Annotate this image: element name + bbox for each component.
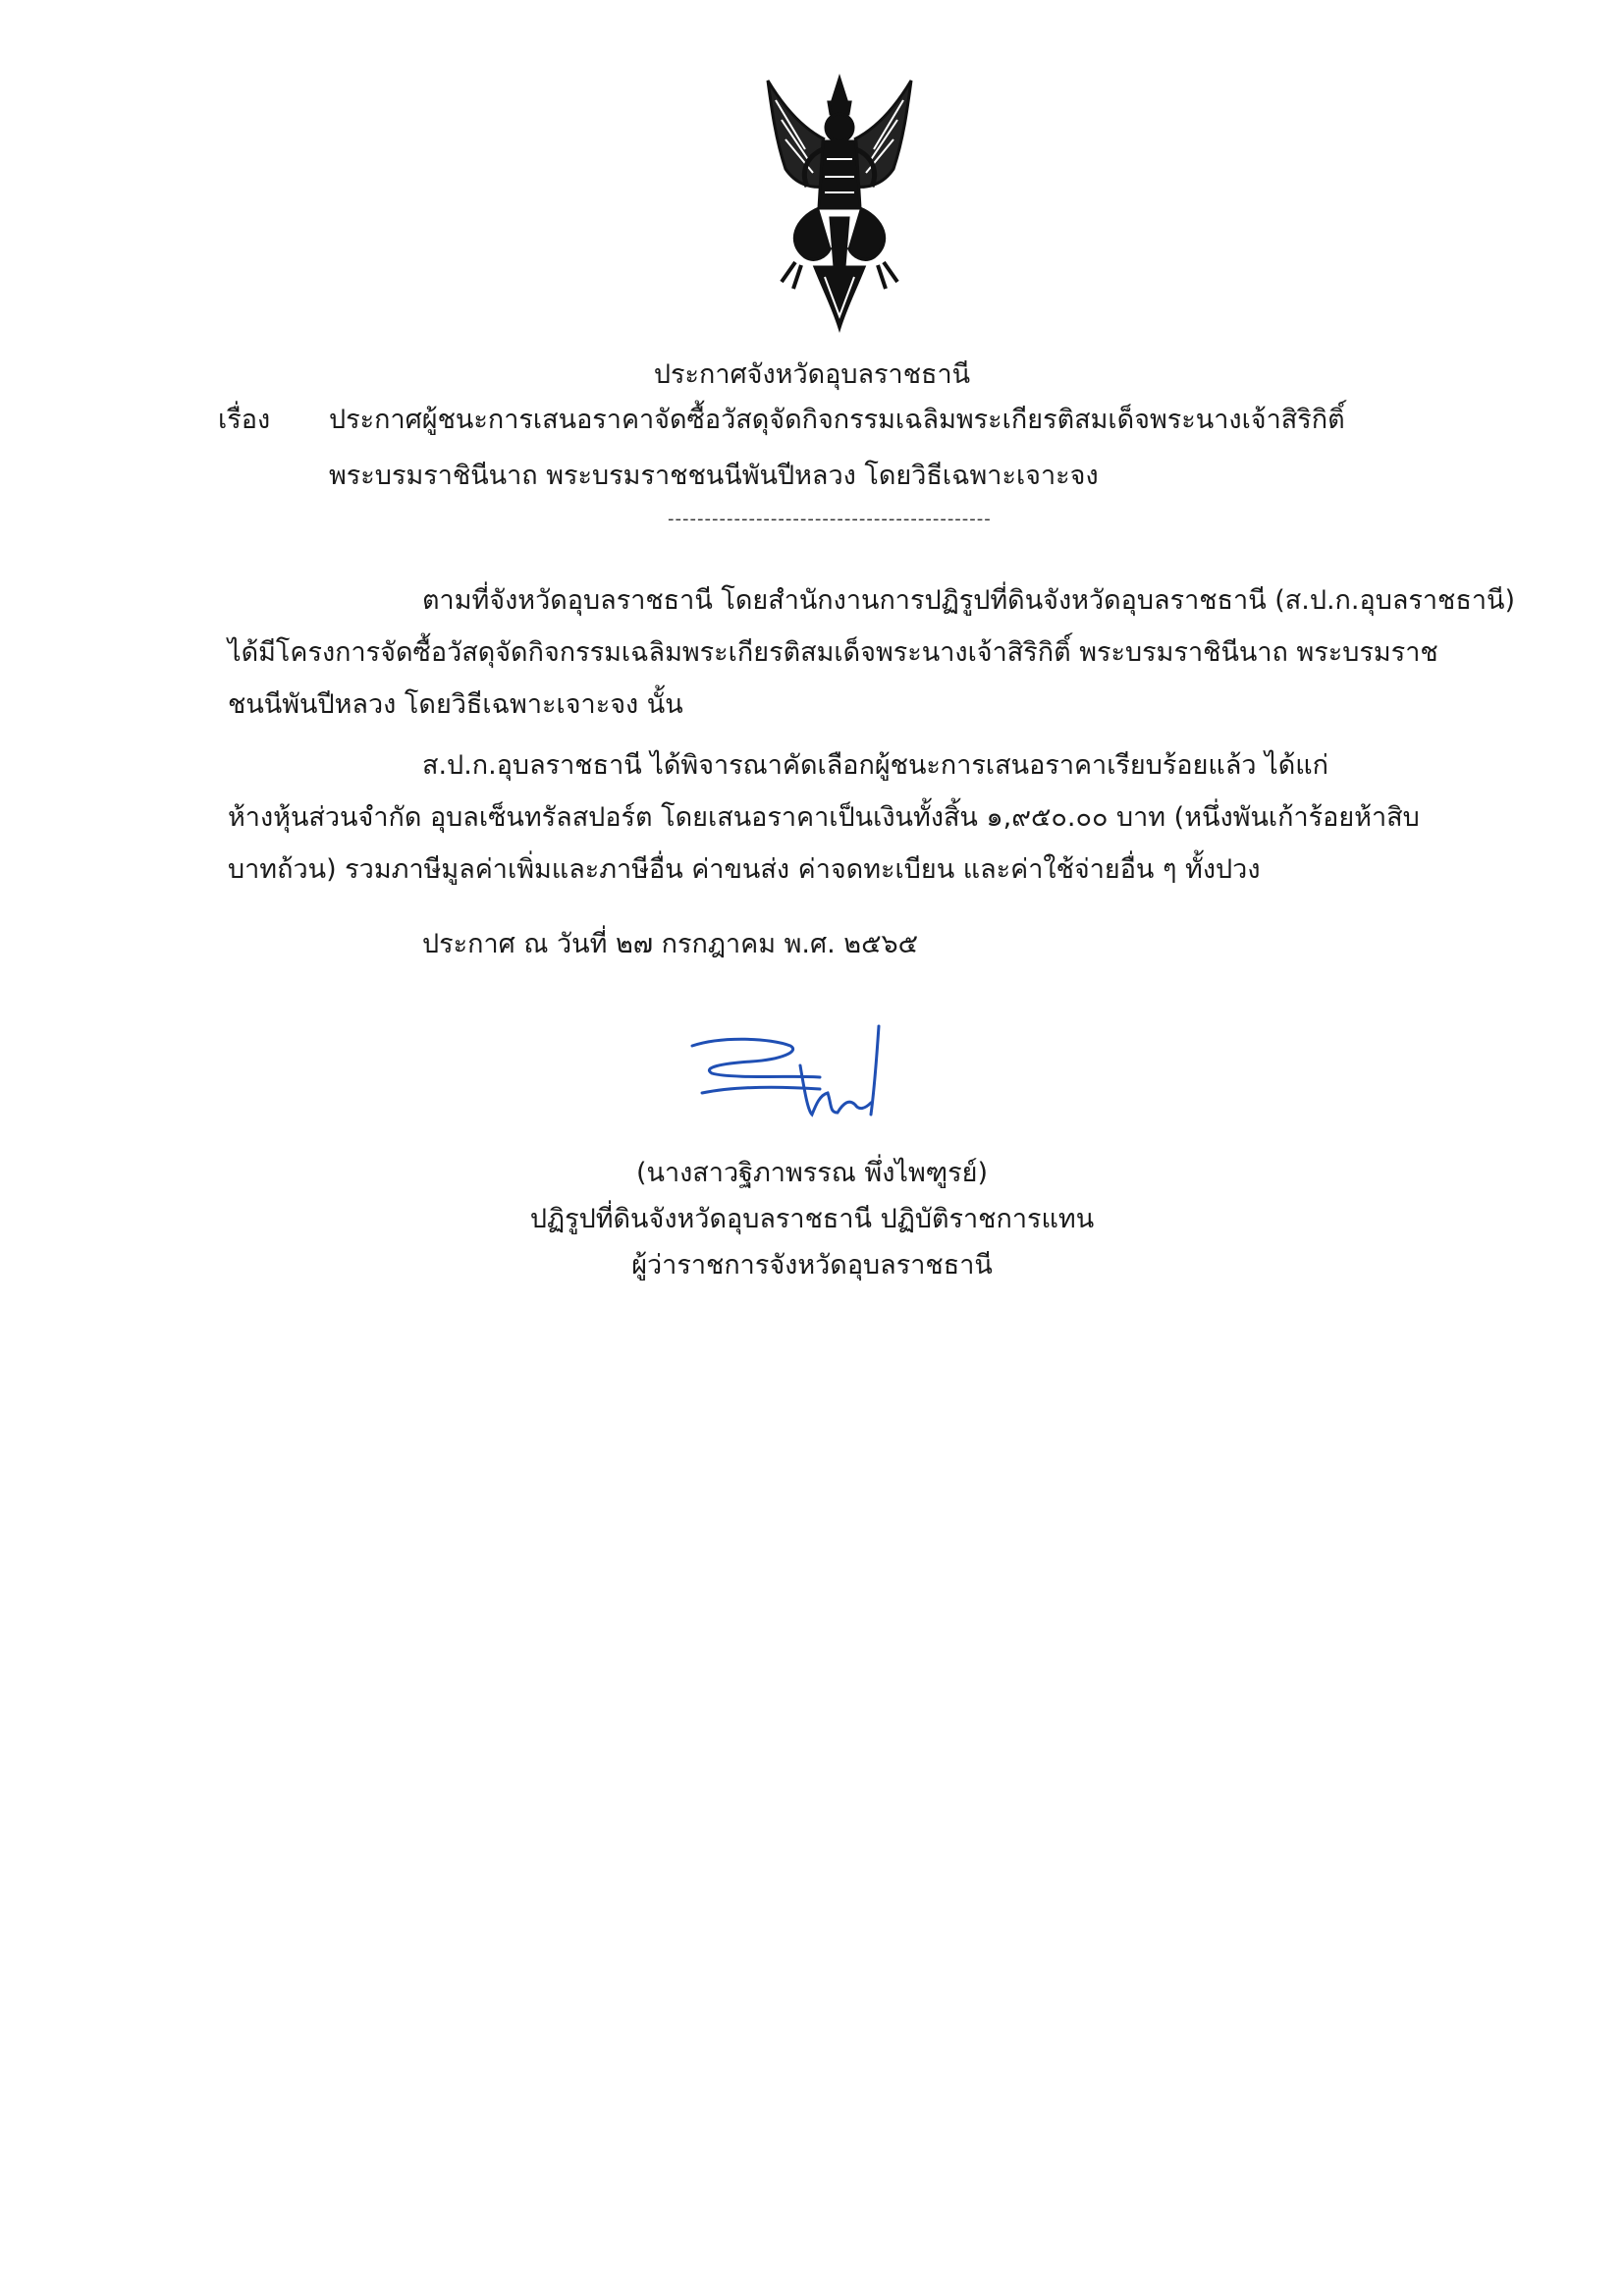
paragraph-1-line-3: ชนนีพันปีหลวง โดยวิธีเฉพาะเจาะจง นั้น [228,689,683,720]
paragraph-2-line-1: ส.ป.ก.อุบลราชธานี ได้พิจารณาคัดเลือกผู้ชนะการเสนอราคาเรียบร้อยแล้ว ได้แก่ [422,750,1328,781]
paragraph-2-line-2: ห้างหุ้นส่วนจำกัด อุบลเซ็นทรัลสปอร์ต โดยเสนอราคาเป็นเงินทั้งสิ้น ๑,๙๕๐.๐๐ บาท (หนึ่งพันเก้าร้อยห้าสิบ [228,802,1420,833]
signer-name: (นางสาวฐิภาพรรณ พึ่งไพฑูรย์) [635,1158,989,1188]
signer-position-1: ปฏิรูปที่ดินจังหวัดอุบลราชธานี ปฏิบัติราชการแทน [529,1204,1095,1234]
paragraph-1-line-1: ตามที่จังหวัดอุบลราชธานี โดยสำนักงานการปฏิรูปที่ดินจังหวัดอุบลราชธานี (ส.ป.ก.อุบลราชธานี) [422,585,1515,616]
paragraph-1-line-2: ได้มีโครงการจัดซื้อวัสดุจัดกิจกรรมเฉลิมพระเกียรติสมเด็จพระนางเจ้าสิริกิติ์ พระบรมราชินีนาถ พระบรมราช [228,637,1438,668]
garuda-emblem-icon [746,71,933,336]
signer-position-2: ผู้ว่าราชการจังหวัดอุบลราชธานี [631,1250,993,1281]
paragraph-2-line-3: บาทถ้วน) รวมภาษีมูลค่าเพิ่มและภาษีอื่น ค่าขนส่ง ค่าจดทะเบียน และค่าใช้จ่ายอื่น ๆ ทั้งปวง [228,854,1261,885]
subject-line-1: ประกาศผู้ชนะการเสนอราคาจัดซื้อวัสดุจัดกิจกรรมเฉลิมพระเกียรติสมเด็จพระนางเจ้าสิริกิติ์ [329,405,1345,435]
document-title: ประกาศจังหวัดอุบลราชธานี [653,359,971,390]
announcement-date: ประกาศ ณ วันที่ ๒๗ กรกฎาคม พ.ศ. ๒๕๖๕ [422,929,919,959]
separator: -------------------------------------------- [668,509,992,529]
subject-line-2: พระบรมราชินีนาถ พระบรมราชชนนีพันปีหลวง โดยวิธีเฉพาะเจาะจง [329,461,1099,491]
handwritten-signature [682,1016,928,1134]
subject-label: เรื่อง [218,405,271,435]
